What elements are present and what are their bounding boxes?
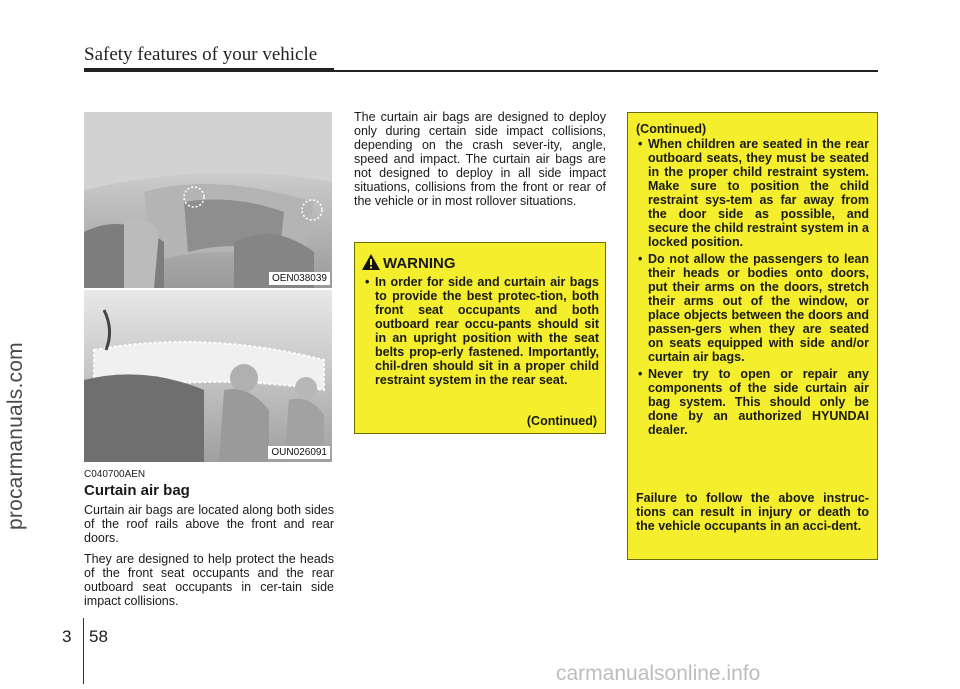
figure-curtain-airbag [84, 290, 332, 462]
figure-roof-rail [84, 112, 332, 288]
bullet: • [638, 367, 643, 381]
continued-label: (Continued) [526, 414, 597, 428]
warning-item-text: When children are seated in the rear outboard seats, they must be seated in the proper child restraint system. Make sure to position the child restraint sys-tem as far away from the door side as possible, and secure the child restraint system in a locked position. [648, 137, 869, 249]
header-rule-thin [334, 70, 878, 72]
figure-label: OUN026091 [268, 446, 330, 459]
intro-paragraph: The curtain air bags are designed to deploy only during certain side impact collisions, depending on the crash sever-ity, angle, speed and impact. The curtain air bags are not designed to deploy in all side impact situations, collisions from the front or rear of the vehicle or in most rollover situations. [354, 110, 606, 208]
list-item [636, 252, 869, 364]
bullet: • [638, 137, 643, 151]
warning-box [354, 242, 606, 434]
warning-item-text: Never try to open or repair any components of the side curtain air bag system. This should only be done by an authorized HYUNDAI dealer. [648, 367, 869, 437]
figure-label: OEN038039 [269, 272, 330, 285]
page-header-title: Safety features of your vehicle [84, 44, 318, 65]
section-title: Curtain air bag [84, 482, 190, 499]
body-paragraph: Curtain air bags are located along both sides of the roof rails above the front and rear doors. [84, 503, 334, 545]
warning-continued-list [636, 137, 869, 440]
header-rule-thick [84, 68, 334, 72]
warning-footer-text: Failure to follow the above instruc-tions can result in injury or death to the vehicle occupants in an acci-dent. [636, 491, 869, 533]
warning-heading: WARNING [383, 255, 456, 272]
page-number: 58 [89, 627, 108, 646]
warning-continued-box [627, 112, 878, 560]
list-item [363, 275, 599, 387]
curtain-airbag-illustration [84, 290, 332, 462]
list-item [636, 367, 869, 437]
footer-divider [83, 618, 84, 684]
roof-rail-illustration [84, 112, 332, 288]
warning-item-text: In order for side and curtain air bags to provide the best protec-tion, both front seat occupants and both outboard rear occu-pants should sit in an upright position with the seat belts prop-erly fastened. Importantly, chil-dren should sit in a proper child restraint system in the rear seat. [375, 275, 599, 387]
warning-list [363, 275, 599, 387]
warning-triangle-icon [361, 253, 381, 271]
bottom-watermark: carmanualsonline.info [556, 662, 761, 685]
body-paragraph: They are designed to help protect the heads of the front seat occupants and the rear outboard seat occupants in cer-tain side impact collisions. [84, 552, 334, 608]
section-code: C040700AEN [84, 469, 146, 480]
warning-item-text: Do not allow the passengers to lean their heads or bodies onto doors, put their arms on the doors, stretch their arms out of the window, or place objects between the doors and passen-gers when they are seated on seats equipped with side and/or curtain air bags. [648, 252, 869, 364]
bullet: • [638, 252, 643, 266]
chapter-number: 3 [62, 627, 72, 646]
bullet: • [365, 275, 370, 289]
list-item [636, 137, 869, 249]
side-watermark: procarmanuals.com [4, 342, 27, 530]
continued-heading: (Continued) [636, 122, 707, 136]
